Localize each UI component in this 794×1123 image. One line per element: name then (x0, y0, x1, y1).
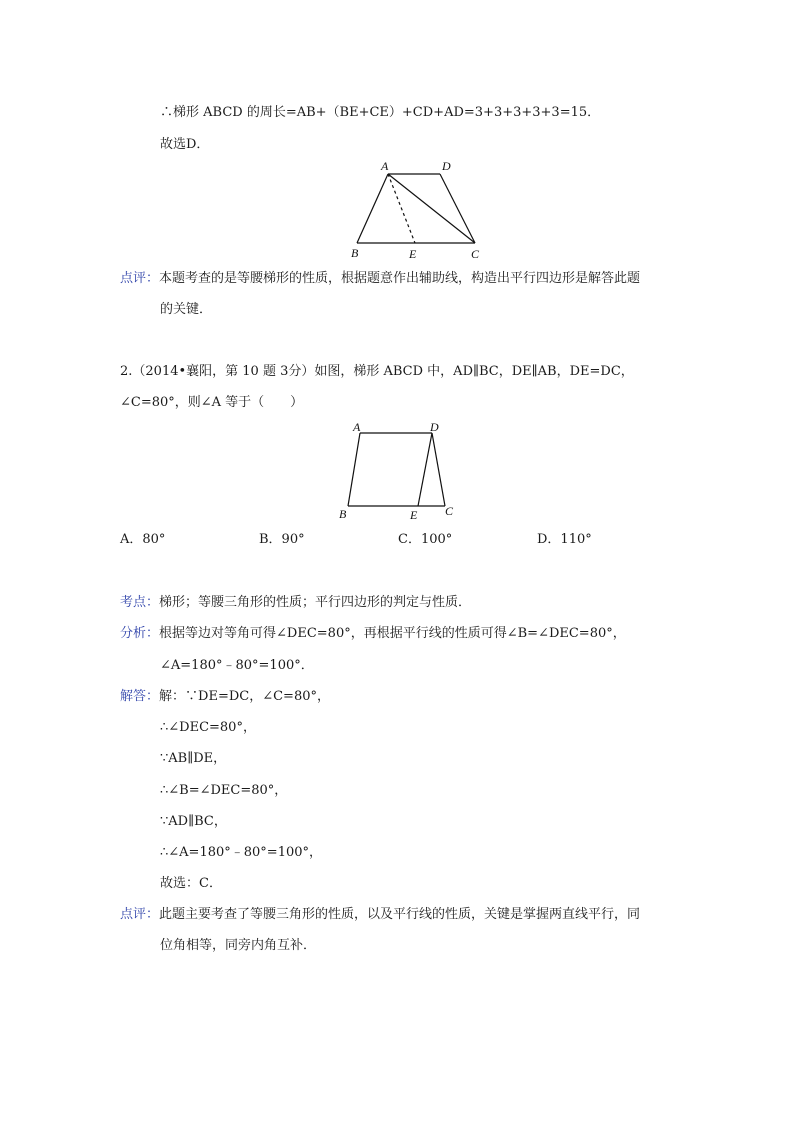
figure-trapezoid-2 (335, 418, 465, 522)
question-2-line-1: 2.（2014•襄阳，第 10 题 3分）如图，梯形 ABCD 中，AD∥BC，DE∥AB，DE=DC， (120, 364, 634, 379)
jieda-line-1: 解：∵DE=DC，∠C=80°， (159, 689, 330, 704)
fig2-label-e: E (410, 508, 418, 522)
fig1-label-e: E (409, 247, 417, 261)
question-2-line-2: ∠C=80°，则∠A 等于（ ） (120, 395, 304, 410)
fig1-label-d: D (442, 159, 451, 173)
jieda-line-4: ∴∠B=∠DEC=80°， (160, 783, 288, 798)
option-b: B．90° (259, 532, 305, 547)
comment-1-line-2: 的关键． (160, 302, 213, 317)
comment-1 (120, 270, 640, 288)
option-c: C．100° (398, 532, 453, 547)
fenxi-label: 分析 (120, 626, 147, 641)
kaodian-label: 考点 (120, 595, 147, 610)
jieda-line-5: ∵AD∥BC， (160, 814, 227, 829)
fig1-label-c: C (471, 247, 480, 261)
comment-2-line-2: 位角相等，同旁内角互补． (160, 938, 317, 953)
figure-trapezoid-1 (345, 156, 495, 264)
kaodian-text: 梯形；等腰三角形的性质；平行四边形的判定与性质． (159, 595, 472, 610)
jieda-line-3: ∵AB∥DE， (160, 751, 227, 766)
fig2-label-c: C (445, 504, 454, 518)
fenxi-text: 根据等边对等角可得∠DEC=80°，再根据平行线的性质可得∠B=∠DEC=80°， (159, 626, 626, 641)
comment-2-text: 此题主要考查了等腰三角形的性质，以及平行线的性质，关键是掌握两直线平行，同 (159, 907, 641, 922)
jieda-sep: ： (146, 689, 160, 704)
fig2-label-d: D (430, 420, 439, 434)
comment-2-sep: ： (146, 907, 160, 922)
jieda-label: 解答 (120, 689, 147, 704)
jieda-line-6: ∴∠A=180°﹣80°=100°， (160, 845, 323, 860)
fig2-label-a: A (353, 420, 361, 434)
solution-perimeter-line: ∴梯形 ABCD 的周长=AB+（BE+CE）+CD+AD=3+3+3+3+3=15． (160, 105, 601, 120)
comment-1-label: 点评 (120, 271, 147, 286)
fenxi-line-2: ∠A=180°﹣80°=100°． (160, 658, 314, 673)
option-a: A．80° (120, 532, 166, 547)
comment-2-label: 点评 (120, 907, 147, 922)
comment-1-text: 本题考查的是等腰梯形的性质，根据题意作出辅助线，构造出平行四边形是解答此题 (159, 271, 641, 286)
fig1-label-a: A (381, 159, 389, 173)
jieda-section (120, 688, 330, 706)
comment-2 (120, 906, 640, 924)
comment-1-sep: ： (146, 271, 160, 286)
kaodian-sep: ： (146, 595, 160, 610)
fenxi-section (120, 625, 626, 643)
kaodian-section (120, 594, 471, 612)
fig2-label-b: B (339, 507, 347, 521)
solution-answer-line: 故选D． (160, 137, 210, 152)
fig1-label-b: B (351, 246, 359, 260)
fenxi-sep: ： (146, 626, 160, 641)
option-d: D．110° (537, 532, 592, 547)
jieda-line-7: 故选：C． (160, 876, 222, 891)
jieda-line-2: ∴∠DEC=80°， (160, 720, 256, 735)
